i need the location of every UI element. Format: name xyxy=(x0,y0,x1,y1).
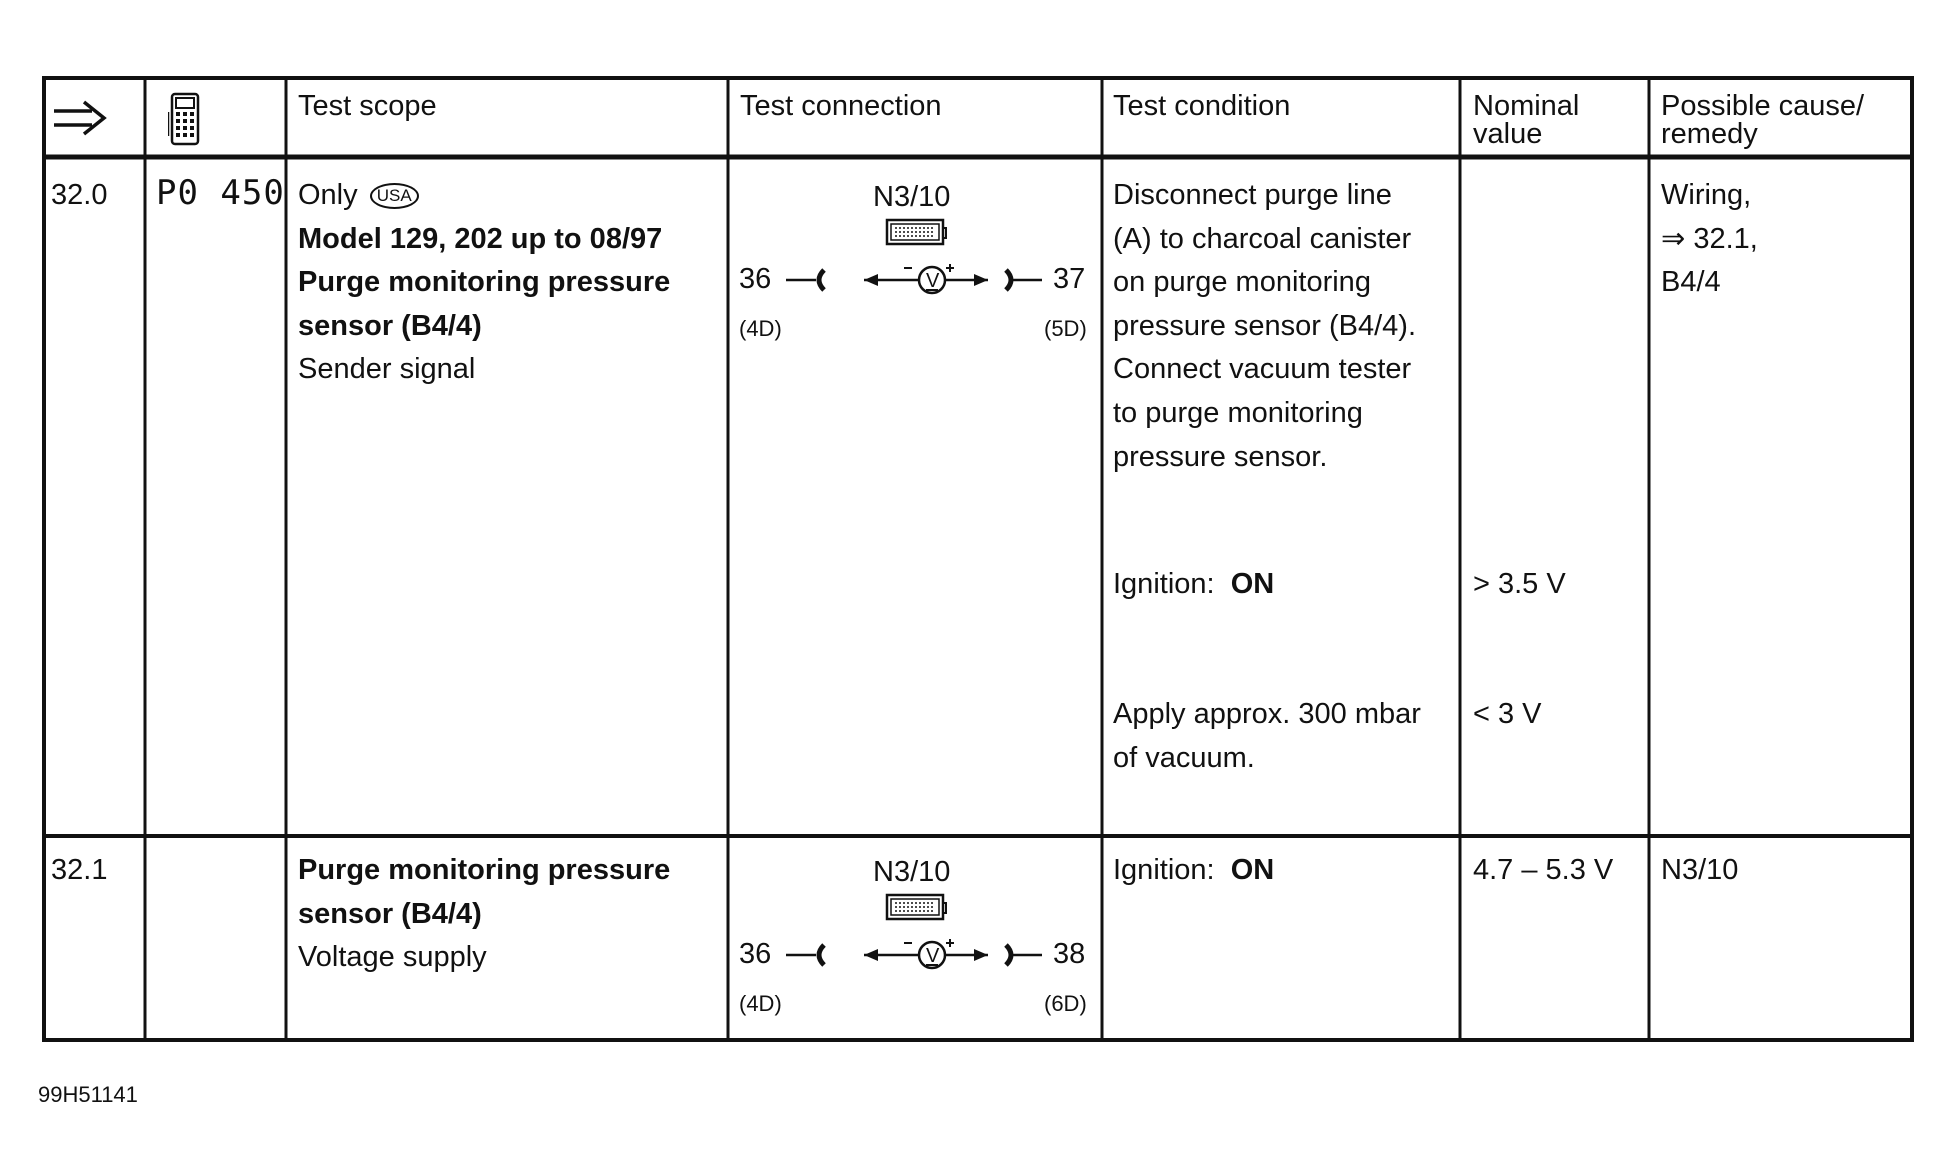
module-label: N3/10 xyxy=(873,181,951,213)
scope-only-line xyxy=(298,174,670,218)
left-pin-sub: (4D) xyxy=(739,316,782,341)
right-pin-number: 38 xyxy=(1053,938,1086,970)
vacuum-condition xyxy=(1113,693,1421,780)
condition-line: Connect vacuum tester xyxy=(1113,353,1412,386)
row-step-number: 32.0 xyxy=(51,179,108,211)
dtc-code: P0 450 xyxy=(156,173,285,213)
header-cause-line2: remedy xyxy=(1661,118,1758,150)
header-test-condition: Test condition xyxy=(1113,90,1291,122)
connection-diagram xyxy=(728,170,1102,350)
condition-line: to purge monitoring xyxy=(1113,396,1363,429)
double-arrow-icon xyxy=(52,98,108,138)
voltmeter-probe-icon xyxy=(780,256,1050,300)
ignition-condition xyxy=(1113,849,1274,893)
scope-description: Sender signal xyxy=(298,353,476,386)
connector-box-icon xyxy=(885,893,947,925)
nominal-value: 4.7 – 5.3 V xyxy=(1473,854,1614,886)
vacuum-line2: of vacuum. xyxy=(1113,741,1255,774)
cause-link[interactable]: ⇒ 32.1, xyxy=(1661,222,1758,255)
connection-diagram xyxy=(728,845,1102,1025)
nominal-value: < 3 V xyxy=(1473,698,1542,730)
nominal-value: > 3.5 V xyxy=(1473,568,1566,600)
scope-title-line1: Purge monitoring pressure xyxy=(298,266,671,299)
ignition-label: Ignition: xyxy=(1113,854,1215,886)
ignition-condition xyxy=(1113,563,1274,607)
header-nominal-value xyxy=(1473,92,1579,148)
usa-badge-icon: USA xyxy=(370,183,419,209)
test-scope-cell xyxy=(298,849,670,980)
module-label: N3/10 xyxy=(873,856,951,888)
tester-device-icon xyxy=(168,92,204,146)
left-pin-number: 36 xyxy=(739,938,772,970)
meter-label: V xyxy=(926,270,940,292)
possible-cause: N3/10 xyxy=(1661,854,1739,886)
header-nominal-line1: Nominal xyxy=(1473,90,1580,122)
left-pin-sub: (4D) xyxy=(739,991,782,1016)
header-possible-cause xyxy=(1661,92,1864,148)
possible-cause xyxy=(1661,174,1758,305)
right-pin-number: 37 xyxy=(1053,263,1086,295)
vacuum-line1: Apply approx. 300 mbar xyxy=(1113,698,1421,730)
scope-model: Model 129, 202 up to 08/97 xyxy=(298,222,663,255)
header-test-connection: Test connection xyxy=(740,90,942,122)
voltmeter-probe-icon xyxy=(780,931,1050,975)
ignition-value: ON xyxy=(1230,854,1275,886)
cause-line: Wiring, xyxy=(1661,179,1752,211)
header-nominal-line2: value xyxy=(1473,118,1543,150)
condition-line: (A) to charcoal canister xyxy=(1113,222,1412,255)
scope-title-line2: sensor (B4/4) xyxy=(298,897,482,930)
right-pin-sub: (5D) xyxy=(1044,316,1087,341)
test-condition-text xyxy=(1113,174,1416,479)
row-step-number: 32.1 xyxy=(51,854,108,886)
condition-line: pressure sensor (B4/4). xyxy=(1113,309,1417,342)
ignition-value: ON xyxy=(1230,568,1275,600)
connector-box-icon xyxy=(885,218,947,250)
condition-line: on purge monitoring xyxy=(1113,266,1371,299)
right-pin-sub: (6D) xyxy=(1044,991,1087,1016)
meter-label: V xyxy=(926,945,940,967)
scope-description: Voltage supply xyxy=(298,941,487,974)
header-test-scope: Test scope xyxy=(298,90,437,122)
condition-line: Disconnect purge line xyxy=(1113,179,1392,211)
scope-title-line1: Purge monitoring pressure xyxy=(298,854,671,886)
scope-title-line2: sensor (B4/4) xyxy=(298,309,482,342)
header-cause-line1: Possible cause/ xyxy=(1661,90,1865,122)
condition-line: pressure sensor. xyxy=(1113,440,1328,473)
cause-line: B4/4 xyxy=(1661,266,1721,299)
ignition-label: Ignition: xyxy=(1113,568,1215,600)
figure-code: 99H51141 xyxy=(38,1082,138,1107)
scope-only-text: Only xyxy=(298,179,358,211)
left-pin-number: 36 xyxy=(739,263,772,295)
test-scope-cell xyxy=(298,174,670,392)
